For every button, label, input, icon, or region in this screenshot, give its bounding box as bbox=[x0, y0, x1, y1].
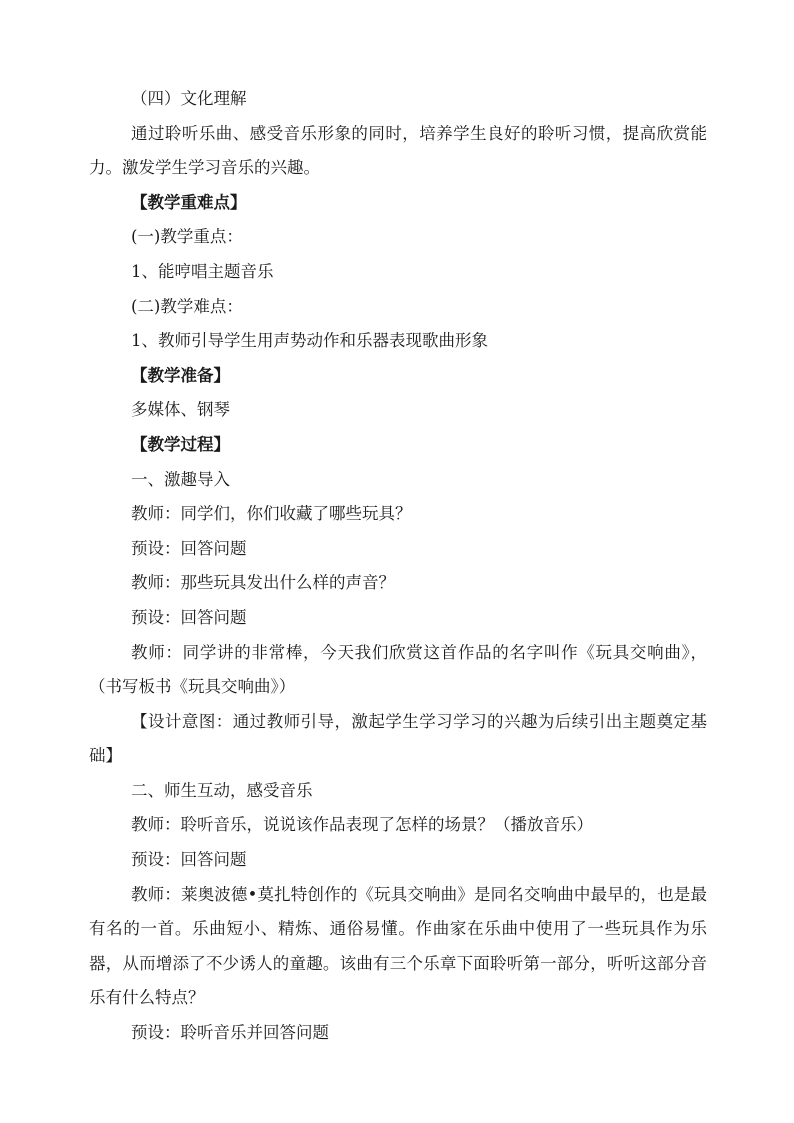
preset-line: 预设：回答问题 bbox=[131, 850, 247, 870]
teacher-line: 教师：那些玩具发出什么样的声音？ bbox=[131, 573, 395, 593]
step-one-heading: 一、激趣导入 bbox=[131, 469, 230, 489]
subheading-difficult-points: (二)教学难点： bbox=[131, 296, 243, 316]
teacher-line: 教师：莱奥波德•莫扎特创作的《玩具交响曲》是同名交响曲中最早的，也是最有名的一首。乐曲短小、精炼、通俗易懂。作曲家在乐曲中使用了一些玩具作为乐器，从而增添了不少诱人的童趣。该曲有三个乐章下面聆听第一部分，听听这部分音乐有什么特点？ bbox=[89, 884, 707, 1008]
difficult-point-item: 1、教师引导学生用声势动作和乐器表现歌曲形象 bbox=[131, 331, 488, 351]
heading-teaching-process: 【教学过程】 bbox=[131, 434, 230, 454]
preparation-items: 多媒体、钢琴 bbox=[131, 400, 230, 420]
key-point-item: 1、能哼唱主题音乐 bbox=[131, 261, 274, 281]
teacher-line: 教师：同学讲的非常棒，今天我们欣赏这首作品的名字叫作《玩具交响曲》，（书写板书《玩具交响曲》） bbox=[89, 642, 707, 697]
section-heading-culture: （四）文化理解 bbox=[131, 89, 247, 108]
paragraph-culture-goal: 通过聆听乐曲、感受音乐形象的同时，培养学生良好的聆听习惯，提高欣赏能力。激发学生学习音乐的兴趣。 bbox=[89, 123, 707, 178]
heading-teaching-preparation: 【教学准备】 bbox=[131, 365, 230, 385]
teacher-line: 教师：聆听音乐，说说该作品表现了怎样的场景？（播放音乐） bbox=[131, 815, 593, 835]
subheading-key-points: (一)教学重点： bbox=[131, 227, 243, 247]
preset-line: 预设：回答问题 bbox=[131, 538, 247, 558]
preset-line: 预设：聆听音乐并回答问题 bbox=[131, 1023, 329, 1043]
design-intent: 【设计意图：通过教师引导，激起学生学习学习的兴趣为后续引出主题奠定基础】 bbox=[89, 711, 707, 766]
heading-key-difficult-points: 【教学重难点】 bbox=[131, 192, 247, 212]
preset-line: 预设：回答问题 bbox=[131, 607, 247, 627]
document-body bbox=[89, 82, 707, 1051]
step-two-heading: 二、师生互动，感受音乐 bbox=[131, 780, 313, 800]
teacher-line: 教师：同学们，你们收藏了哪些玩具？ bbox=[131, 504, 412, 524]
